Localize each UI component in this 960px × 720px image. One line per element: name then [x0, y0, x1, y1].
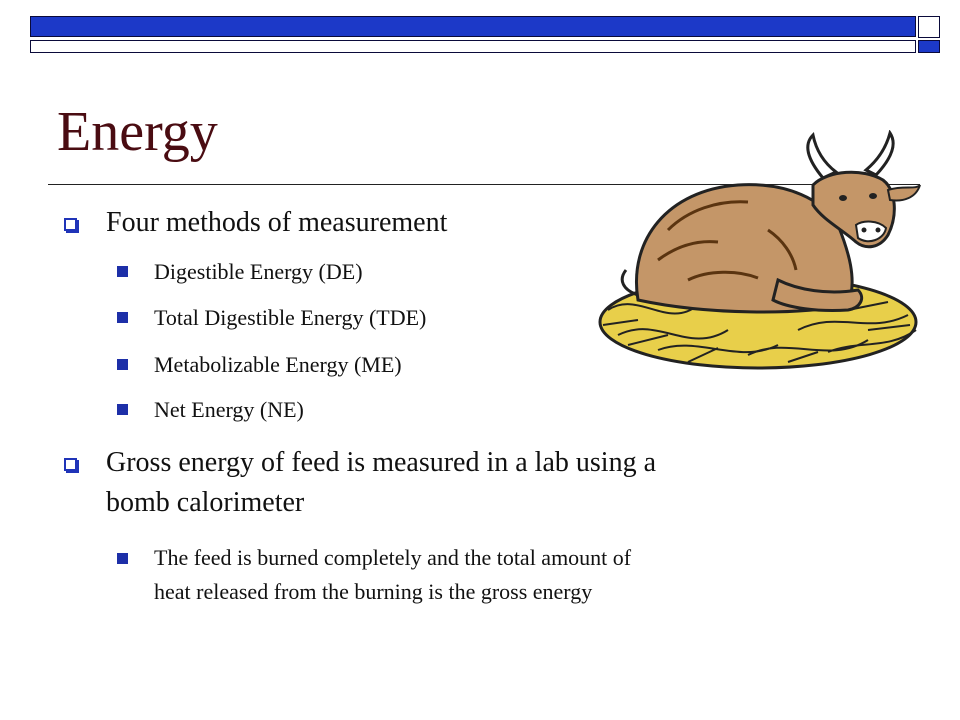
sub-bullet-text: The feed is burned completely and the total amount of: [154, 545, 632, 570]
sub-bullet-text: Total Digestible Energy (TDE): [154, 305, 427, 330]
cow-on-hay-icon: [598, 130, 928, 380]
square-bullet-icon: [117, 359, 128, 370]
header-square-bottom: [918, 40, 940, 53]
square-bullet-icon: [117, 312, 128, 323]
square-bullet-icon: [117, 266, 128, 277]
header-bar-thin: [30, 40, 916, 53]
sub-bullet-text-continued: heat released from the burning is the gross energy: [154, 579, 593, 604]
bullet-text: Four methods of measurement: [106, 207, 448, 238]
slide-title: Energy: [57, 101, 218, 163]
bullet-box-icon: [64, 458, 77, 471]
square-bullet-icon: [117, 404, 128, 415]
bullet-box-icon: [64, 218, 77, 231]
sub-bullet-text: Net Energy (NE): [154, 397, 304, 422]
header-bar: [30, 16, 916, 37]
sub-bullet-text: Metabolizable Energy (ME): [154, 352, 402, 377]
square-bullet-icon: [117, 553, 128, 564]
bullet-text: Gross energy of feed is measured in a lab using a: [106, 447, 656, 478]
sub-bullet-text: Digestible Energy (DE): [154, 259, 363, 284]
bullet-text-continued: bomb calorimeter: [106, 487, 305, 518]
header-square-top: [918, 16, 940, 38]
